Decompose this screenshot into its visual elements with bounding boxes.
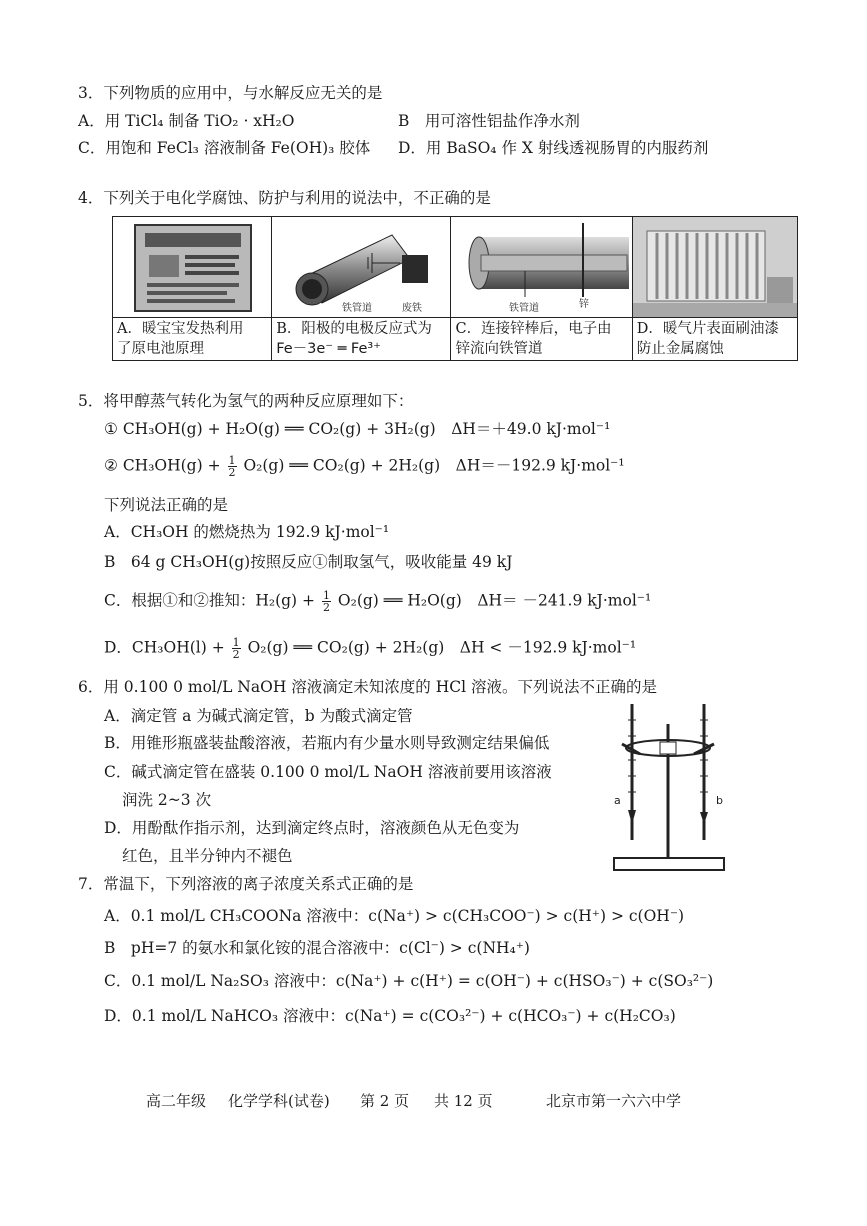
q3-stem: 3．下列物质的应用中，与水解反应无关的是 xyxy=(78,84,383,102)
q4-option-b: B．阳极的电极反应式为 Fe－3e⁻ ═ Fe³⁺ xyxy=(276,321,432,357)
q4-option-c: C．连接锌棒后，电子由 锌流向铁管道 xyxy=(455,321,612,357)
q5-reaction-2: ② CH₃OH(g) + $\frac{1}{2}$ O₂(g) ══ CO₂(g) + 2H₂(g) ΔH＝－192.9 kJ·mol⁻¹ xyxy=(104,454,625,479)
q5-reaction-1: ① CH₃OH(g) + H₂O(g) ══ CO₂(g) + 3H₂(g) ΔH＝＋49.0 kJ·mol⁻¹ xyxy=(104,420,611,438)
anode-pipe-image xyxy=(272,217,450,317)
radiator-image xyxy=(633,217,797,317)
footer-subject: 化学学科(试卷) xyxy=(228,1092,330,1110)
burette-a-label: a xyxy=(614,794,621,807)
q4-option-a: A．暖宝宝发热利用 了原电池原理 xyxy=(117,321,244,357)
q5-ask: 下列说法正确的是 xyxy=(104,496,229,514)
q5-option-d: D．CH₃OH(l) + $\frac{1}{2}$ O₂(g) ══ CO₂(g) + 2H₂(g) ΔH < －192.9 kJ·mol⁻¹ xyxy=(104,636,637,661)
titration-apparatus xyxy=(604,700,736,876)
q7-stem: 7．常温下，下列溶液的离子浓度关系式正确的是 xyxy=(78,875,414,893)
burette-b-label: b xyxy=(716,794,723,807)
q6-option-d-line2: 红色，且半分钟内不褪色 xyxy=(122,847,293,865)
pipe-label-2: 铁管道 xyxy=(509,303,540,314)
q5-option-a: A．CH₃OH 的燃烧热为 192.9 kJ·mol⁻¹ xyxy=(104,523,390,541)
q6-stem: 6．用 0.100 0 mol/L NaOH 溶液滴定未知浓度的 HCl 溶液。下列说法不正确的是 xyxy=(78,678,657,696)
fraction-half: $\frac{1}{2}$ xyxy=(232,636,240,661)
fraction-half: $\frac{1}{2}$ xyxy=(322,589,330,614)
q7-option-d: D．0.1 mol/L NaHCO₃ 溶液中：c(Na⁺) = c(CO₃²⁻) + c(HCO₃⁻) + c(H₂CO₃) xyxy=(104,1007,676,1025)
q5-option-b: B 64 g CH₃OH(g)按照反应①制取氢气，吸收能量 49 kJ xyxy=(104,553,513,571)
hand-warmer-image xyxy=(113,217,271,317)
footer-total: 共 12 页 xyxy=(434,1092,493,1110)
footer-page: 第 2 页 xyxy=(360,1092,410,1110)
pipe-label: 铁管道 xyxy=(342,303,373,314)
q6-option-c-line2: 润洗 2~3 次 xyxy=(122,791,212,809)
q4-option-d: D．暖气片表面刷油漆 防止金属腐蚀 xyxy=(636,321,779,357)
q4-options-table xyxy=(112,216,798,361)
scrap-iron-label: 废铁 xyxy=(402,303,423,314)
q6-option-d-line1: D．用酚酞作指示剂，达到滴定终点时，溶液颜色从无色变为 xyxy=(104,819,520,837)
zinc-label: 锌 xyxy=(579,299,590,310)
q7-option-b: B pH=7 的氨水和氯化铵的混合溶液中：c(Cl⁻) > c(NH₄⁺) xyxy=(104,939,530,957)
q6-option-c-line1: C．碱式滴定管在盛装 0.100 0 mol/L NaOH 溶液前要用该溶液 xyxy=(104,763,552,781)
q7-option-c: C．0.1 mol/L Na₂SO₃ 溶液中：c(Na⁺) + c(H⁺) = c(OH⁻) + c(HSO₃⁻) + c(SO₃²⁻) xyxy=(104,972,714,990)
q3-option-d: D．用 BaSO₄ 作 X 射线透视肠胃的内服药剂 xyxy=(398,139,709,157)
q3-option-b: B 用可溶性铝盐作净水剂 xyxy=(398,112,580,130)
q5-option-c: C．根据①和②推知：H₂(g) + $\frac{1}{2}$ O₂(g) ══ H₂O(g) ΔH＝ －241.9 kJ·mol⁻¹ xyxy=(104,589,652,614)
q6-option-a: A．滴定管 a 为碱式滴定管，b 为酸式滴定管 xyxy=(104,707,413,725)
q4-stem: 4．下列关于电化学腐蚀、防护与利用的说法中，不正确的是 xyxy=(78,189,491,207)
q3-option-c: C．用饱和 FeCl₃ 溶液制备 Fe(OH)₃ 胶体 xyxy=(78,139,371,157)
q3-option-a: A．用 TiCl₄ 制备 TiO₂ · xH₂O xyxy=(78,112,295,130)
q7-option-a: A．0.1 mol/L CH₃COONa 溶液中：c(Na⁺) > c(CH₃COO⁻) > c(H⁺) > c(OH⁻) xyxy=(104,907,685,925)
footer-grade: 高二年级 xyxy=(146,1092,207,1110)
q6-option-b: B．用锥形瓶盛装盐酸溶液，若瓶内有少量水则导致测定结果偏低 xyxy=(104,734,550,752)
q5-stem: 5．将甲醇蒸气转化为氢气的两种反应原理如下： xyxy=(78,392,414,410)
fraction-half: $\frac{1}{2}$ xyxy=(228,454,236,479)
zinc-rod-pipe-image xyxy=(451,217,631,317)
footer-school: 北京市第一六六中学 xyxy=(546,1092,682,1110)
